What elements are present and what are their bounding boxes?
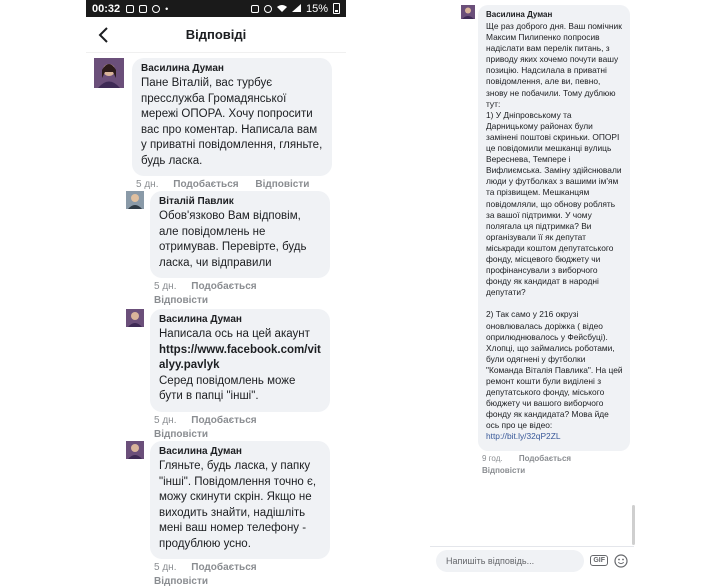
alarm-icon [264,5,272,13]
facebook-icon [126,5,134,13]
video-link[interactable]: http://bit.ly/32qP2ZL [486,431,561,442]
mute-icon [251,5,259,13]
reply-button[interactable]: Відповісти [482,465,526,475]
comment-bubble [150,441,330,559]
comment-author[interactable]: Василина Думан [141,63,224,74]
comment-time: 5 дн. [154,281,177,292]
emoji-icon[interactable] [614,554,628,568]
dot-icon: • [165,3,169,14]
avatar[interactable] [461,5,475,19]
reply-button[interactable]: Відповісти [255,179,310,190]
comment-time: 9 год. [482,453,503,463]
page-header [86,17,346,53]
back-button[interactable] [94,25,114,45]
comment-author[interactable]: Віталій Павлик [159,196,234,207]
comment-text-after: Серед повідомлень може бути в папці "інші". [159,374,296,402]
comment-actions [150,562,330,587]
status-time: 00:32 [92,2,121,15]
avatar[interactable] [126,441,144,459]
like-button[interactable]: Подобається [191,562,257,573]
messenger-icon [152,5,160,13]
reply-button[interactable]: Відповісти [154,428,209,440]
chevron-left-icon [98,27,110,43]
page-title: Відповіді [185,27,247,42]
avatar[interactable] [126,309,144,327]
avatar[interactable] [94,58,124,88]
battery-icon [333,3,340,14]
like-button[interactable]: Подобається [191,281,257,292]
reply-input[interactable] [436,550,584,572]
comment-author[interactable]: Василина Думан [486,10,553,19]
comment-bubble [132,58,332,176]
like-button[interactable]: Подобається [191,414,257,426]
profile-link[interactable]: https://www.facebook.com/vitalyy.pavlyk [159,343,321,371]
gif-button[interactable]: GIF [590,555,608,566]
gallery-icon [139,5,147,13]
reply-button[interactable]: Відповісти [154,295,209,306]
reply-bar [430,546,634,574]
comment-text-before: Написала ось на цей акаунт [159,328,310,340]
like-button[interactable]: Подобається [173,179,239,190]
comment-text: Обов'язково Вам відповім, але повідомлень не отримував. Перевірте, будь ласка, чи відправили [159,210,307,269]
comment-time: 5 дн. [154,414,177,426]
avatar[interactable] [126,191,144,209]
reply-button[interactable]: Відповісти [154,576,209,587]
comment-bubble [150,191,330,278]
comment-text: Пане Віталій, вас турбує пресслужба Громадянської мережі ОПОРА. Хочу попросити вас про коментар. Написала вам у приватні повідомлення, гляньте, будь ласка. [141,77,323,167]
comment-text: Гляньте, будь ласка, у папку "інші". Повідомлення точно є, можу скинути скрін. Якщо не виходить знайти, надішліть мені ваш номер телефону - продублюю усно. [159,460,317,550]
scrollbar[interactable] [632,505,635,545]
signal-icon [292,3,301,15]
status-bar [86,0,346,17]
comment-bubble [478,5,630,451]
left-screenshot [86,0,346,587]
comment [126,309,330,440]
comment-actions [150,281,330,306]
battery-percent: 15% [305,2,328,15]
comment [94,58,332,190]
comment-author[interactable]: Василина Думан [159,446,242,457]
comment-text: Ще раз доброго дня. Ваш помічник Максим Пилипенко попросив надіслати вам перелік питань, з приводу яких хочемо почути вашу позицію. Надсилала в приватні повідомлення, але ви, певно, знову не побачили. Тому дублюю тут: 1) У Дніпровському та Дарницькому районах були замінені поштові скриньки. ОПОРІ це повідомили мешканці вулиць Вереснева, Темпере і Вифлиємська. Заміну здійснювали люди у футболках з вашими ім'ям та прізвищем. Мешканцям повідомляли, що обнову роблять за вашої підтримки. У чому полягала ця підтримка? Ви організували її як депутат міськради коштом депутатського фонду, місцевого бюджету чи профінансували з виборчого фонду як кандидат в народні депутати? 2) Так само у 216 окрузі оновлювалась доріжка ( відео оприлюднювалось у Фейсбуці). Хлопці, що займались роботами, були одягнені у футболки "Команда Віталія Павлика". На цей ремонт кошти були виділені з депутатського фонду, міського бюджету чи вашого виборчого фонду як кандидата? Мова йде ось про це відео: [486,21,623,431]
right-screenshot [428,0,636,576]
comment-time: 5 дн. [136,179,159,190]
comment-actions [150,415,330,440]
comment [126,441,330,587]
wifi-icon [277,3,287,15]
comment-bubble [150,309,330,412]
comment [126,191,330,306]
comment [478,5,630,475]
comment-time: 5 дн. [154,562,177,573]
like-button[interactable]: Подобається [518,453,572,463]
comment-author[interactable]: Василина Думан [159,314,242,325]
comment-actions [132,179,332,190]
comment-actions [478,454,630,475]
